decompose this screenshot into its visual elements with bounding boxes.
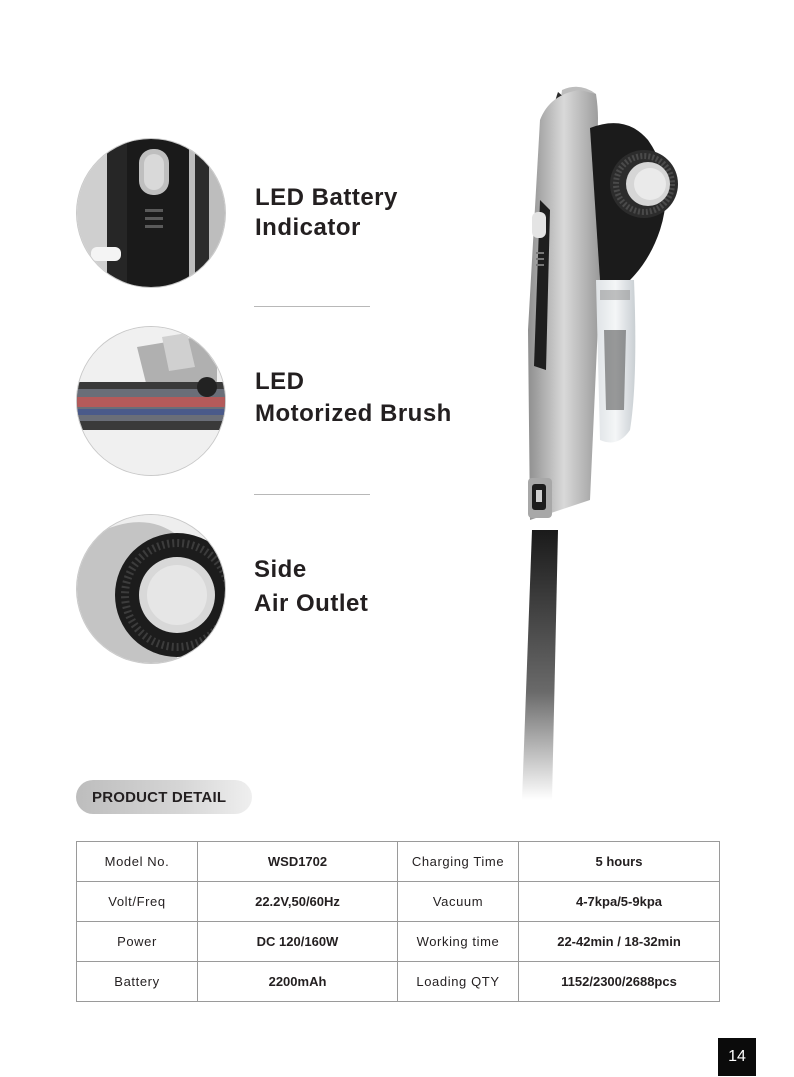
- feature-title-line-2: Motorized Brush: [255, 400, 452, 427]
- spec-value: WSD1702: [198, 842, 398, 882]
- air-outlet-closeup-image: [76, 514, 226, 664]
- spec-label: Battery: [77, 962, 198, 1002]
- spec-label: Vacuum: [398, 882, 519, 922]
- feature-divider: [254, 494, 370, 495]
- feature-title-motorized-brush: [255, 367, 452, 429]
- table-row: [77, 842, 720, 882]
- spec-value: 1152/2300/2688pcs: [519, 962, 720, 1002]
- spec-value: 2200mAh: [198, 962, 398, 1002]
- spec-value: DC 120/160W: [198, 922, 398, 962]
- spec-label: Charging Time: [398, 842, 519, 882]
- feature-title-line-2: Indicator: [255, 214, 361, 241]
- spec-label: Model No.: [77, 842, 198, 882]
- table-row: [77, 882, 720, 922]
- feature-title-air-outlet: [254, 555, 368, 619]
- table-row: [77, 962, 720, 1002]
- feature-title-line-1: LED: [255, 368, 305, 395]
- spec-label: Power: [77, 922, 198, 962]
- feature-title-line-2: Air Outlet: [254, 590, 369, 617]
- product-detail-heading-text: PRODUCT DETAIL: [92, 788, 227, 806]
- spec-label: Working time: [398, 922, 519, 962]
- spec-value: 22.2V,50/60Hz: [198, 882, 398, 922]
- vacuum-product-image: [500, 80, 700, 800]
- spec-label: Volt/Freq: [77, 882, 198, 922]
- feature-title-line-1: Side: [254, 556, 307, 583]
- spec-value: 22-42min / 18-32min: [519, 922, 720, 962]
- feature-divider: [254, 306, 370, 307]
- table-row: [77, 922, 720, 962]
- feature-title-line-1: LED Battery: [255, 184, 398, 211]
- spec-value: 5 hours: [519, 842, 720, 882]
- product-detail-heading: [76, 780, 252, 814]
- spec-value: 4-7kpa/5-9kpa: [519, 882, 720, 922]
- spec-label: Loading QTY: [398, 962, 519, 1002]
- feature-title-battery-indicator: [255, 183, 398, 243]
- spec-table: [76, 841, 720, 1002]
- page-number: 14: [718, 1038, 756, 1076]
- battery-indicator-closeup-image: [76, 138, 226, 288]
- motorized-brush-closeup-image: [76, 326, 226, 476]
